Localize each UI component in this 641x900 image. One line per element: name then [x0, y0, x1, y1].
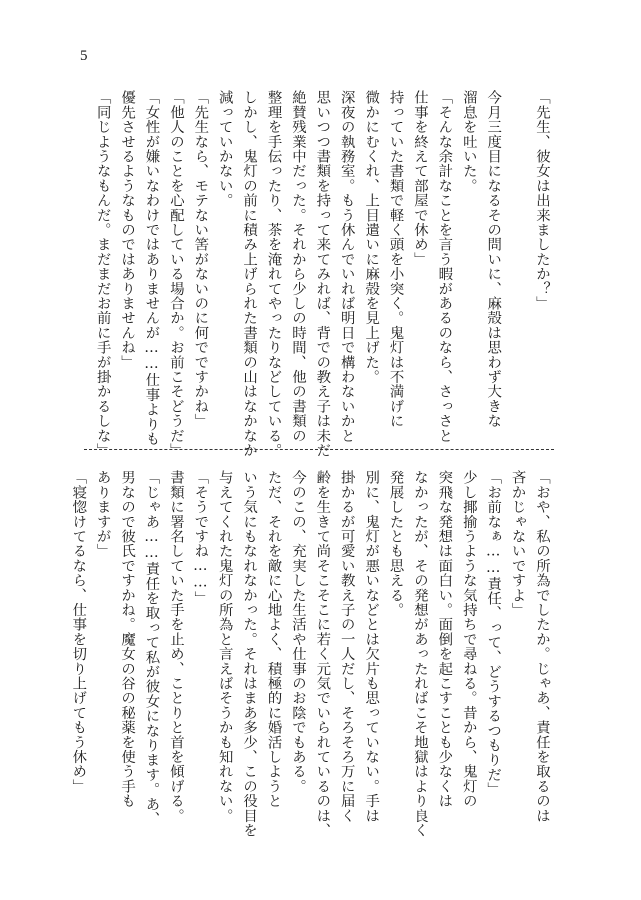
text-line: 優先させるようなものではありませんね」	[119, 90, 136, 370]
text-line: 「寝惚けてるなら、仕事を切り上げてもう休め」	[70, 470, 87, 794]
text-line: 吝かじゃないですよ」	[509, 470, 526, 617]
text-line: 整理を手伝ったり、茶を淹れてやったりなどしている。	[265, 90, 282, 458]
text-line: 「おや、私の所為でしたか。じゃあ、責任を取るのは	[534, 470, 550, 823]
text-line: 与えてくれた鬼灯の所為と言えばそうかも知れない。	[216, 470, 233, 823]
text-line: ありますが」	[94, 470, 111, 559]
section-divider	[84, 449, 554, 450]
text-line: いう気にもなれなかった。それはまあ多少、この役目を	[241, 470, 258, 838]
text-line: 「先生、彼女は出来ましたか？」	[534, 90, 550, 311]
text-block-bottom	[70, 470, 554, 838]
page-number: 5	[80, 48, 88, 64]
text-line: 「お前なぁ……責任、って、どうするつもりだ」	[485, 470, 502, 797]
text-line: しかし、鬼灯の前に積み上げられた書類の山はなかなか	[241, 90, 258, 458]
text-line: 思いつつ書類を持って来てみれば、背での教え子は未だ	[314, 90, 331, 458]
text-line	[505, 90, 529, 430]
text-line: 齢を生きて尚そこそこに若く元気でいられているのは、	[314, 470, 331, 838]
text-line: 持っていた書類で軽く頭を小突く。鬼灯は不満げに	[387, 90, 404, 429]
text-line: なかったが、その発想があったればこそ地獄はより良く	[411, 470, 428, 838]
text-line: 「同じようなもんだ。まだまだお前に手が掛かるしな」	[94, 90, 111, 458]
text-line: 突飛な発想は面白い。面倒を起こすことも少なくは	[436, 470, 453, 809]
text-line: 発展したとも思える。	[387, 470, 404, 617]
text-line: 深夜の執務室。もう休んでいれば明日で構わないかと	[338, 90, 355, 443]
text-line: 今月三度目になるその問いに、麻殻は思わず大きな	[485, 90, 502, 429]
text-line: 「じゃあ……責任を取って私が彼女になります。あ、	[143, 470, 160, 826]
text-line: 減っていかない。	[216, 90, 233, 208]
text-line: ただ、それを敵に心地よく、積極的に婚活しようと	[265, 470, 282, 809]
text-line: 「そんな余計なことを言う暇があるのなら、さっさと	[436, 90, 453, 443]
text-line: 書類に署名していた手を止め、ことりと首を傾げる。	[167, 470, 184, 823]
text-line: 溜息を吐いた。	[460, 90, 477, 193]
text-line: 「他人のことを心配している場合か。お前こそどうだ」	[167, 90, 184, 458]
text-line: 少し揶揄うような気持ちで尋ねる。昔から、鬼灯の	[460, 470, 477, 809]
text-line: 仕事を終えて部屋で休め」	[411, 90, 428, 267]
text-block-top	[84, 90, 554, 458]
text-line: 「女性が嫌いなわけではありませんが……仕事よりも	[143, 90, 160, 446]
text-line: 絶賛残業中だった。それから少しの時間、他の書類の	[289, 90, 306, 443]
text-line: 掛かるが可愛い教え子の一人だし、そろそろ万に届く	[338, 470, 355, 823]
text-line: 「そうですね……」	[192, 470, 209, 606]
text-line: 微かにむくれ、上目遣いに麻殻を見上げた。	[363, 90, 380, 384]
text-line: 「先生なら、モテない筈がないのに何でですかね」	[192, 90, 209, 429]
text-line: 男なので彼氏ですかね。魔女の谷の秘薬を使う手も	[119, 470, 136, 809]
text-line: 別に、鬼灯が悪いなどとは欠片も思っていない。手は	[363, 470, 380, 823]
text-line: 今のこの、充実した生活や仕事のお陰でもある。	[289, 470, 306, 794]
